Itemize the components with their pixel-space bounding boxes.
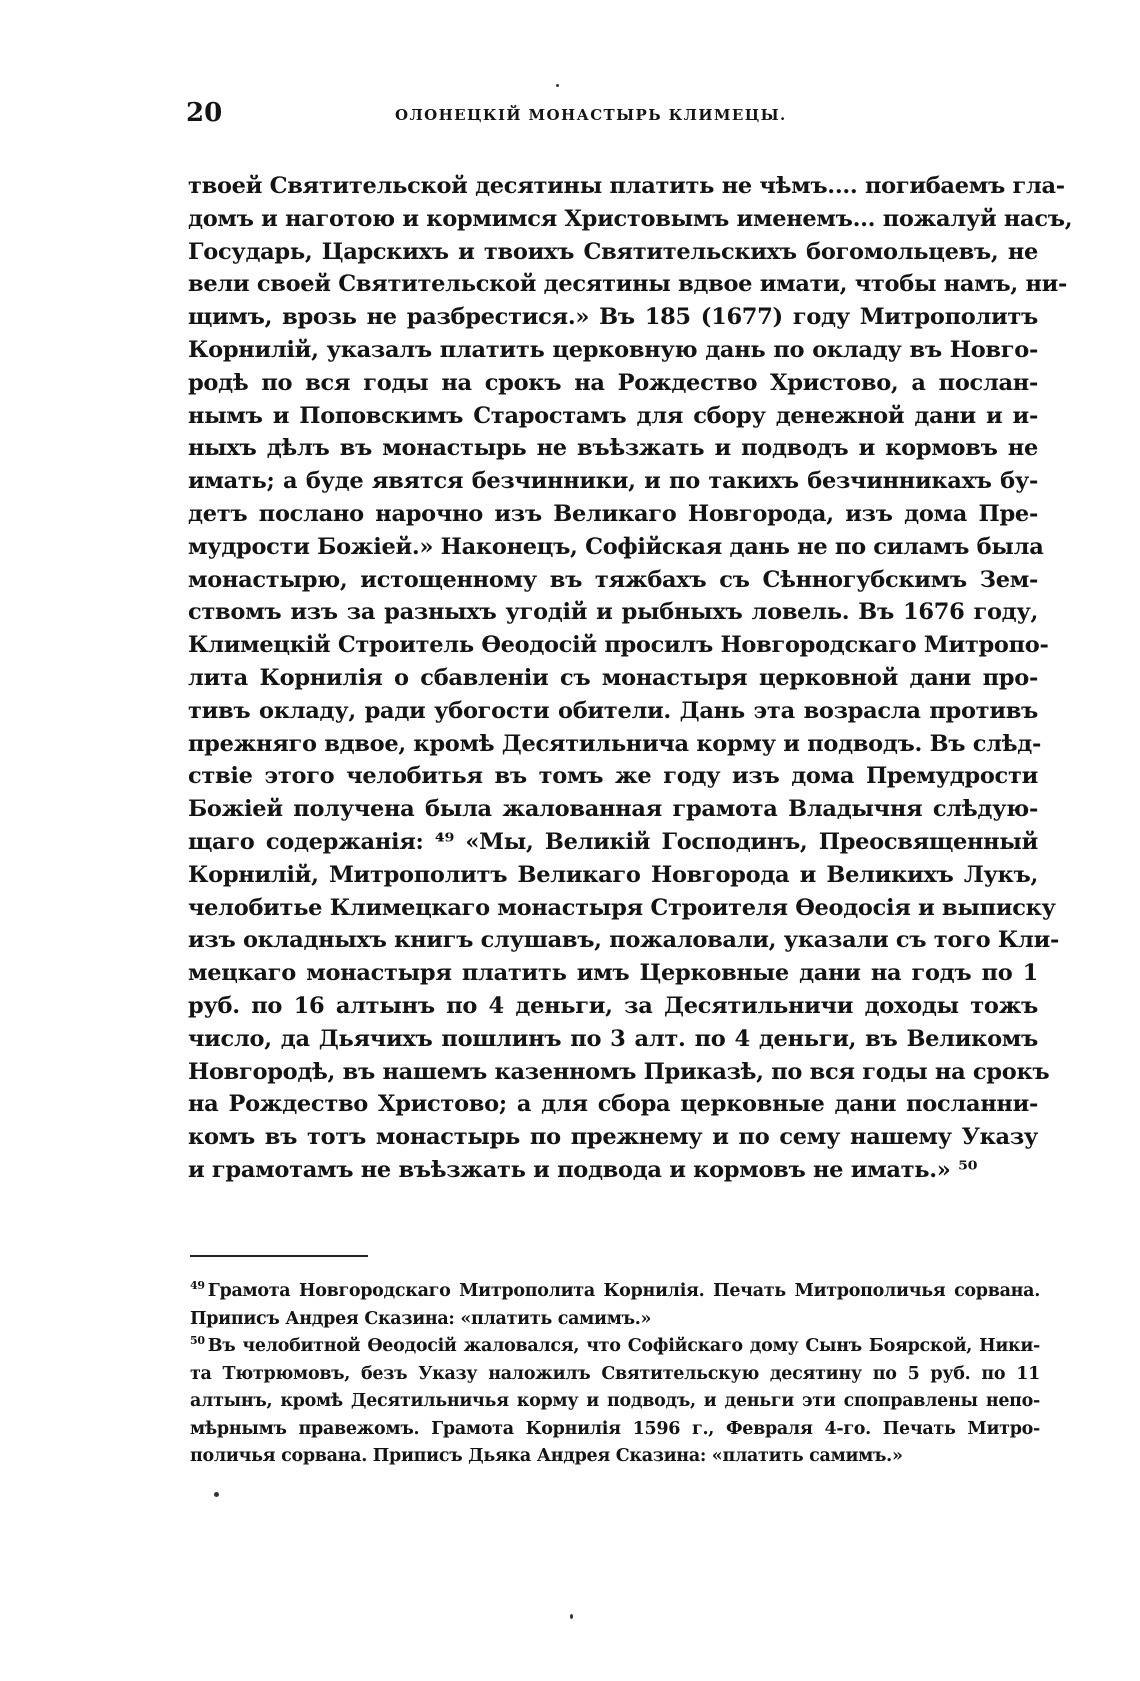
text-line: ныхъ дѣлъ въ монастырь не въѣзжать и подводъ и кормовъ не (188, 435, 1038, 462)
text-line: ствіе этого челобитья въ томъ же году изъ дома Премудрости (188, 763, 1038, 790)
text-line: Новгородѣ, въ нашемъ казенномъ Приказѣ, по вся годы на срокъ (188, 1058, 1050, 1085)
text-line: щимъ, врозь не разбрестися.» Въ 185 (1677) году Митрополитъ (188, 304, 1038, 331)
footnote-text: алтынъ, кромѣ Десятильничья корму и подводъ, и деньги эти споправлены непо- (190, 1391, 1040, 1411)
text-line: детъ послано нарочно изъ Великаго Новгорода, изъ дома Пре- (188, 500, 1038, 527)
running-head: ОЛОНЕЦКІЙ МОНАСТЫРЬ КЛИМЕЦЫ. (395, 106, 787, 124)
page-number: 20 (186, 98, 223, 128)
footnote-49 (190, 1278, 1040, 1333)
text-line: тивъ окладу, ради убогости обители. Дань эта возрасла противъ (188, 697, 1038, 724)
text-line: вели своей Святительской десятины вдвое имати, чтобы намъ, ни- (188, 271, 1068, 298)
text-line: твоей Святительской десятины платить не чѣмъ.... погибаемъ гла- (188, 173, 1065, 199)
text-line: лита Корнилія о сбавленіи съ монастыря церковной дани про- (188, 664, 1038, 691)
footnote-line (190, 1306, 1040, 1334)
text-line: и грамотамъ не въѣзжать и подвода и кормовъ не имать.» ⁵⁰ (188, 1156, 978, 1183)
footnote-line (190, 1443, 1040, 1471)
text-line: Божіей получена была жалованная грамота Владычня слѣдую- (188, 796, 1038, 823)
text-line: мудрости Божіей.» Наконецъ, Софійская дань не по силамъ была (188, 533, 1044, 560)
text-line: челобитье Климецкаго монастыря Строителя Ѳеодосія и выписку (188, 894, 1056, 921)
footnote-line (190, 1416, 1040, 1444)
text-line: на Рождество Христово; а для сбора церковные дани посланни- (188, 1091, 1038, 1118)
footnote-mark: 50 (190, 1334, 205, 1348)
text-line: число, да Дьячихъ пошлинъ по 3 алт. по 4 деньги, въ Великомъ (188, 1025, 1038, 1052)
text-line: Корнилій, Митрополитъ Великаго Новгорода и Великихъ Лукъ, (188, 861, 1038, 888)
text-line: руб. по 16 алтынъ по 4 деньги, за Десятильничи доходы тожъ (188, 992, 1038, 1019)
text-line: мецкаго монастыря платить имъ Церковные дани на годъ по 1 (188, 960, 1038, 987)
print-speck-bottom (570, 1614, 573, 1619)
footnote-line (190, 1278, 1040, 1306)
text-line: комъ въ тотъ монастырь по прежнему и по сему нашему Указу (188, 1124, 1038, 1151)
footnotes-block (190, 1278, 1040, 1471)
footnote-text: Въ челобитной Ѳеодосій жаловался, что Софійскаго дому Сынъ Боярской, Ники- (207, 1336, 1040, 1356)
text-line: монастырю, истощенному въ тяжбахъ съ Сѣнногубскимъ Зем- (188, 566, 1038, 593)
text-line: щаго содержанія: ⁴⁹ «Мы, Великій Господинъ, Преосвященный (188, 828, 1038, 855)
footnote-line (190, 1333, 1040, 1361)
footnote-line (190, 1388, 1040, 1416)
print-speck-left (214, 1492, 219, 1497)
footnote-separator (190, 1255, 368, 1257)
footnote-line (190, 1361, 1040, 1389)
text-line: домъ и наготою и кормимся Христовымъ именемъ... пожалуй насъ, (188, 205, 1073, 232)
text-line: изъ окладныхъ книгъ слушавъ, пожаловали, указали съ того Кли- (188, 927, 1060, 954)
footnote-text: Приписъ Андрея Сказина: «платить самимъ.» (190, 1308, 652, 1329)
footnote-50 (190, 1333, 1040, 1471)
footnote-text: та Тютрюмовъ, безъ Указу наложилъ Святительскую десятину по 5 руб. по 11 (190, 1363, 1040, 1384)
footnote-text: поличья сорвана. Приписъ Дьяка Андрея Сказина: «платить самимъ.» (190, 1446, 903, 1466)
footnote-mark: 49 (190, 1279, 205, 1293)
text-line: Государь, Царскихъ и твоихъ Святительскихъ богомольцевъ, не (188, 238, 1038, 265)
main-text-block (188, 170, 1073, 1187)
text-line: ствомъ изъ за разныхъ угодій и рыбныхъ ловель. Въ 1676 году, (188, 599, 1038, 626)
print-speck-top (556, 84, 559, 87)
text-line: имать; а буде явятся безчинники, и по такихъ безчинникахъ бу- (188, 468, 1038, 495)
text-line: родѣ по вся годы на срокъ на Рождество Христово, а послан- (188, 369, 1038, 396)
footnote-text: Грамота Новгородскаго Митрополита Корнилія. Печать Митрополичья сорвана. (207, 1281, 1040, 1301)
text-line: нымъ и Поповскимъ Старостамъ для сбору денежной дани и и- (188, 402, 1038, 429)
footnote-text: мѣрнымъ правежомъ. Грамота Корнилія 1596 г., Февраля 4-го. Печать Митро- (190, 1418, 1040, 1439)
text-line: Корнилій, указалъ платить церковную дань по окладу въ Новго- (188, 336, 1038, 363)
text-line: прежняго вдвое, кромѣ Десятильнича корму и подводъ. Въ слѣд- (188, 730, 1041, 757)
text-line: Климецкій Строитель Ѳеодосій просилъ Новгородскаго Митропо- (188, 632, 1049, 659)
